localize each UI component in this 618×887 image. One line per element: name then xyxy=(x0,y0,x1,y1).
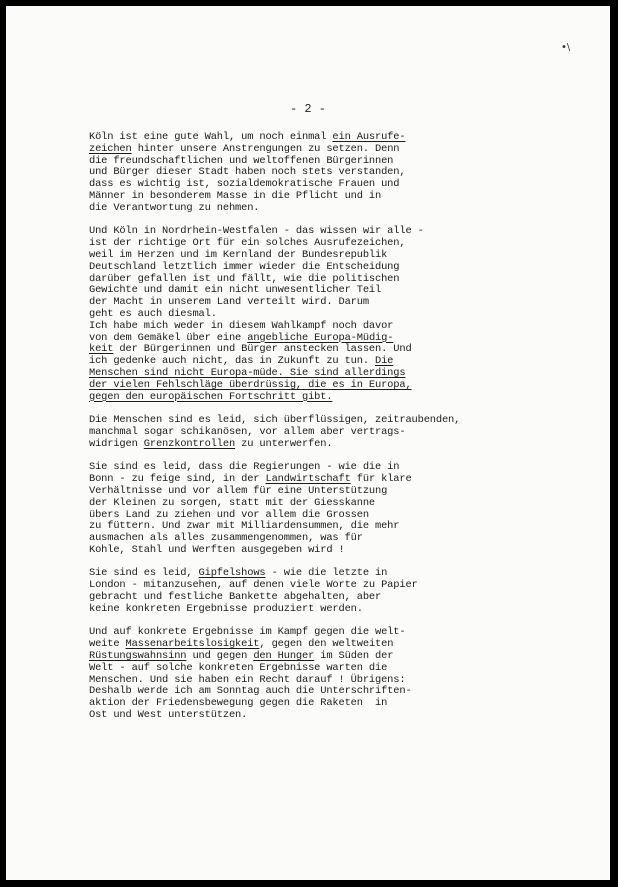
document-page xyxy=(6,6,610,880)
text-run: darüber gefallen ist und fällt, wie die politischen xyxy=(89,272,400,285)
text-line xyxy=(89,439,469,451)
text-run: Männer in besonderem Masse in die Pflicht und in xyxy=(89,189,382,202)
letter-body xyxy=(89,132,469,734)
text-run: und gegen xyxy=(186,650,254,663)
text-run: ich gedenke auch nicht, das in Zukunft zu tun. xyxy=(89,355,376,368)
text-run: für klare xyxy=(350,473,412,486)
paragraph xyxy=(89,415,469,450)
text-run: Deutschland letztlich immer wieder die Entscheidung xyxy=(89,260,400,273)
text-run: der Kleinen zu sorgen, statt mit der Giesskanne xyxy=(89,496,376,509)
underlined-text: Massenarbeitslosigkeit xyxy=(125,638,260,651)
text-run: Welt - auf solche konkreten Ergebnisse warten die xyxy=(89,661,388,674)
underlined-text: der vielen Fehlschläge überdrüssig, die es in Europa, xyxy=(89,378,412,391)
paragraph xyxy=(89,226,469,403)
text-run: - wie die letzte in xyxy=(265,567,388,580)
text-line xyxy=(89,710,469,722)
corner-mark: •\ xyxy=(561,42,571,53)
text-run: die freundschaftlichen und weltoffenen Bürgerinnen xyxy=(89,154,394,167)
paragraph xyxy=(89,462,469,556)
underlined-text: den Hunger xyxy=(253,650,315,663)
underlined-text: Menschen sind nicht Europa-müde. Sie sind allerdings xyxy=(89,366,406,379)
text-run: Sie sind es leid, dass die Regierungen - wie die in xyxy=(89,461,400,474)
text-run: übers Land zu ziehen und vor allem die Grossen xyxy=(89,508,369,521)
text-line xyxy=(89,392,469,404)
text-run: Köln ist eine gute Wahl, um noch einmal xyxy=(89,131,333,143)
text-run: London - mitanzusehen, auf denen viele Worte zu Papier xyxy=(89,579,418,592)
text-run: Verhältnisse und vor allem für eine Unterstützung xyxy=(89,484,388,497)
text-run: geht es auch diesmal. xyxy=(89,307,217,320)
text-run: dass es wichtig ist, sozialdemokratische Frauen und xyxy=(89,178,400,191)
text-line xyxy=(89,545,469,557)
underlined-text: keit xyxy=(89,343,114,356)
page-number: - 2 - xyxy=(289,102,326,116)
underlined-text: ein Ausrufe- xyxy=(332,131,406,143)
text-run: Und auf konkrete Ergebnisse im Kampf gegen die welt- xyxy=(89,626,406,639)
text-run: gebracht und festliche Bankette abgehalten, aber xyxy=(89,591,382,604)
text-run: weil im Herzen und im Kernland der Bundesrepublik xyxy=(89,248,388,261)
text-run: Gewichte und damit ein nicht unwesentlicher Teil xyxy=(89,284,382,297)
underlined-text: Gipfelshows xyxy=(198,567,266,580)
paragraph xyxy=(89,568,469,615)
text-run: widrigen xyxy=(89,437,144,450)
text-run: Und Köln in Nordrhein-Westfalen - das wissen wir alle - xyxy=(89,225,424,238)
underlined-text: Rüstungswahnsinn xyxy=(89,650,187,663)
text-run: Kohle, Stahl und Werften ausgegeben wird ! xyxy=(89,543,345,556)
text-line xyxy=(89,604,469,616)
text-run: weite xyxy=(89,638,126,651)
text-run: Ost und West unterstützen. xyxy=(89,709,248,722)
text-run: keine konkreten Ergebnisse produziert werden. xyxy=(89,602,363,615)
text-run: ist der richtige Ort für ein solches Ausrufezeichen, xyxy=(89,237,406,250)
paragraph xyxy=(89,627,469,721)
text-run: ausmachen als alles zusammengenommen, was für xyxy=(89,532,363,545)
text-run: , gegen den weltweiten xyxy=(259,638,394,651)
text-run: Deshalb werde ich am Sonntag auch die Unterschriften- xyxy=(89,685,412,698)
text-run: Sie sind es leid, xyxy=(89,567,199,580)
underlined-text: gegen den europäischen Fortschritt gibt. xyxy=(89,390,333,403)
text-run: Ich habe mich weder in diesem Wahlkampf noch davor xyxy=(89,319,394,332)
text-run: hinter unsere Anstrengungen zu setzen. Denn xyxy=(131,142,400,155)
underlined-text: zeichen xyxy=(89,142,132,155)
text-run: von dem Gemäkel über eine xyxy=(89,331,248,344)
text-run: Bonn - zu feige sind, in der xyxy=(89,473,266,486)
text-run: zu unterwerfen. xyxy=(235,437,333,450)
text-run: zu füttern. Und zwar mit Milliardensummen, die mehr xyxy=(89,520,400,533)
text-run: Menschen. Und sie haben ein Recht darauf ! Übrigens: xyxy=(89,673,406,686)
underlined-text: Landwirtschaft xyxy=(265,473,351,486)
text-run: aktion der Friedensbewegung gegen die Raketen in xyxy=(89,697,388,710)
text-run: und Bürger dieser Stadt haben noch stets verstanden, xyxy=(89,166,406,179)
text-run: manchmal sogar schikanösen, vor allem aber vertrags- xyxy=(89,425,406,438)
text-line xyxy=(89,203,469,215)
paragraph xyxy=(89,132,469,215)
underlined-text: Grenzkontrollen xyxy=(143,437,236,450)
underlined-text: angebliche Europa-Müdig- xyxy=(247,331,394,344)
text-run: Die Menschen sind es leid, sich überflüssigen, zeitraubenden, xyxy=(89,414,461,427)
text-run: die Verantwortung zu nehmen. xyxy=(89,201,260,214)
text-run: der Bürgerinnen und Bürger anstecken lassen. Und xyxy=(113,343,412,356)
text-run: der Macht in unserem Land verteilt wird. Darum xyxy=(89,296,369,309)
underlined-text: Die xyxy=(375,355,394,368)
text-run: im Süden der xyxy=(314,650,394,663)
